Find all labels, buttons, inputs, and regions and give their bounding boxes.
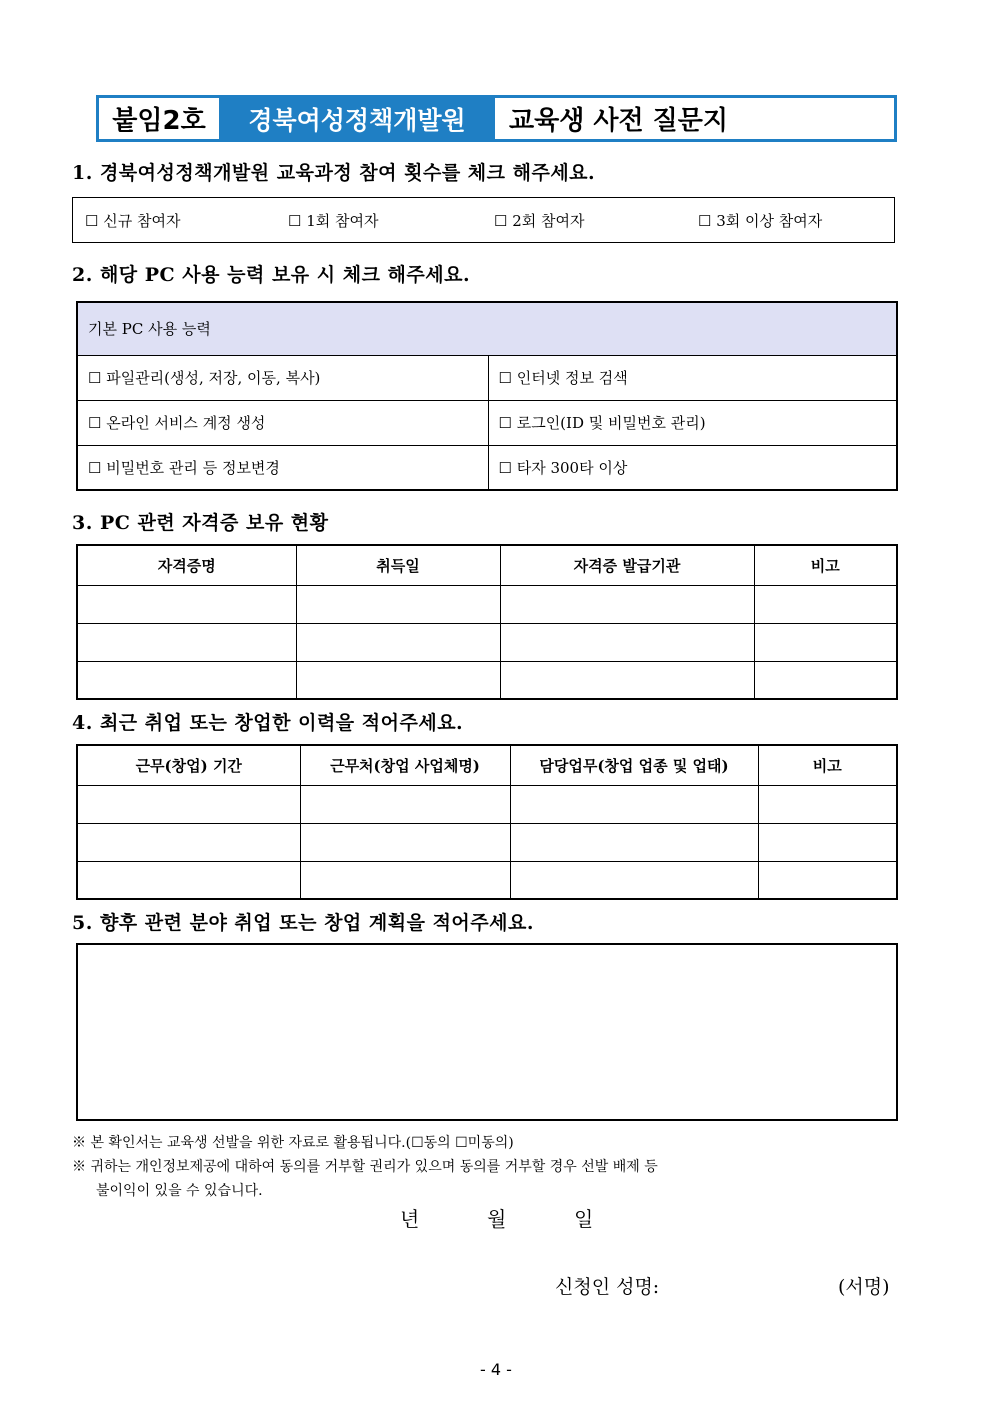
skill-internet-search[interactable]: ☐ 인터넷 정보 검색 xyxy=(488,355,897,400)
page-number: - 4 - xyxy=(480,1360,512,1379)
duties-cell[interactable] xyxy=(510,861,758,899)
issuer-cell[interactable] xyxy=(500,585,754,623)
table-row xyxy=(77,585,897,623)
question-2-title: 2. 해당 PC 사용 능력 보유 시 체크 해주세요. xyxy=(72,264,471,286)
consent-note: ※ 본 확인서는 교육생 선발을 위한 자료로 활용됩니다.(☐동의 ☐미동의) xyxy=(72,1135,514,1151)
col-remarks: 비고 xyxy=(754,545,897,585)
certificate-table xyxy=(76,544,898,700)
col-acquired-date: 취득일 xyxy=(296,545,500,585)
form-header xyxy=(96,95,897,142)
question-4-title: 4. 최근 취업 또는 창업한 이력을 적어주세요. xyxy=(72,712,464,734)
remarks-cell[interactable] xyxy=(758,785,897,823)
issuer-cell[interactable] xyxy=(500,623,754,661)
date-month-label: 월 xyxy=(487,1207,507,1231)
acquired-date-cell[interactable] xyxy=(296,623,500,661)
option-new[interactable]: ☐ 신규 참여자 xyxy=(85,211,181,230)
option-three-plus[interactable]: ☐ 3회 이상 참여자 xyxy=(698,211,823,230)
remarks-cell[interactable] xyxy=(758,861,897,899)
skill-password-change[interactable]: ☐ 비밀번호 관리 등 정보변경 xyxy=(77,445,488,490)
remarks-cell[interactable] xyxy=(754,623,897,661)
col-cert-name: 자격증명 xyxy=(77,545,296,585)
acquired-date-cell[interactable] xyxy=(296,661,500,699)
privacy-note-continued: 불이익이 있을 수 있습니다. xyxy=(96,1183,263,1199)
applicant-name-label: 신청인 성명: xyxy=(555,1276,660,1298)
question-3-title: 3. PC 관련 자격증 보유 현황 xyxy=(72,512,329,534)
work-period-cell[interactable] xyxy=(77,785,300,823)
workplace-cell[interactable] xyxy=(300,861,510,899)
col-work-period: 근무(창업) 기간 xyxy=(77,745,300,785)
pc-skills-header: 기본 PC 사용 능력 xyxy=(77,302,897,355)
table-row xyxy=(77,823,897,861)
table-row xyxy=(77,861,897,899)
skill-typing[interactable]: ☐ 타자 300타 이상 xyxy=(488,445,897,490)
col-duties: 담당업무(창업 업종 및 업태) xyxy=(510,745,758,785)
question-1-title: 1. 경북여성정책개발원 교육과정 참여 횟수를 체크 해주세요. xyxy=(72,162,596,184)
cert-name-cell[interactable] xyxy=(77,585,296,623)
question-5-title: 5. 향후 관련 분야 취업 또는 창업 계획을 적어주세요. xyxy=(72,912,534,934)
attachment-label: 붙임2호 xyxy=(99,98,221,139)
duties-cell[interactable] xyxy=(510,823,758,861)
skill-file-management[interactable]: ☐ 파일관리(생성, 저장, 이동, 복사) xyxy=(77,355,488,400)
option-once[interactable]: ☐ 1회 참여자 xyxy=(288,211,379,230)
skill-account-creation[interactable]: ☐ 온라인 서비스 계정 생성 xyxy=(77,400,488,445)
participation-options xyxy=(72,197,895,243)
privacy-note: ※ 귀하는 개인정보제공에 대하여 동의를 거부할 권리가 있으며 동의를 거부할 경우 선발 배제 등 xyxy=(72,1159,658,1175)
signature-label: (서명) xyxy=(838,1276,890,1298)
col-remarks: 비고 xyxy=(758,745,897,785)
table-row xyxy=(77,661,897,699)
option-twice[interactable]: ☐ 2회 참여자 xyxy=(494,211,585,230)
pc-skills-table xyxy=(76,301,898,491)
col-workplace: 근무처(창업 사업체명) xyxy=(300,745,510,785)
form-title: 교육생 사전 질문지 xyxy=(493,98,894,139)
date-day-label: 일 xyxy=(574,1207,594,1231)
date-year-label: 년 xyxy=(400,1207,420,1231)
remarks-cell[interactable] xyxy=(754,585,897,623)
org-name: 경북여성정책개발원 xyxy=(221,98,493,139)
work-period-cell[interactable] xyxy=(77,861,300,899)
issuer-cell[interactable] xyxy=(500,661,754,699)
table-row xyxy=(77,623,897,661)
remarks-cell[interactable] xyxy=(754,661,897,699)
employment-history-table xyxy=(76,744,898,900)
table-row xyxy=(77,785,897,823)
cert-name-cell[interactable] xyxy=(77,661,296,699)
workplace-cell[interactable] xyxy=(300,785,510,823)
remarks-cell[interactable] xyxy=(758,823,897,861)
skill-login[interactable]: ☐ 로그인(ID 및 비밀번호 관리) xyxy=(488,400,897,445)
cert-name-cell[interactable] xyxy=(77,623,296,661)
acquired-date-cell[interactable] xyxy=(296,585,500,623)
work-period-cell[interactable] xyxy=(77,823,300,861)
workplace-cell[interactable] xyxy=(300,823,510,861)
future-plan-input[interactable] xyxy=(76,943,898,1121)
duties-cell[interactable] xyxy=(510,785,758,823)
col-issuer: 자격증 발급기관 xyxy=(500,545,754,585)
